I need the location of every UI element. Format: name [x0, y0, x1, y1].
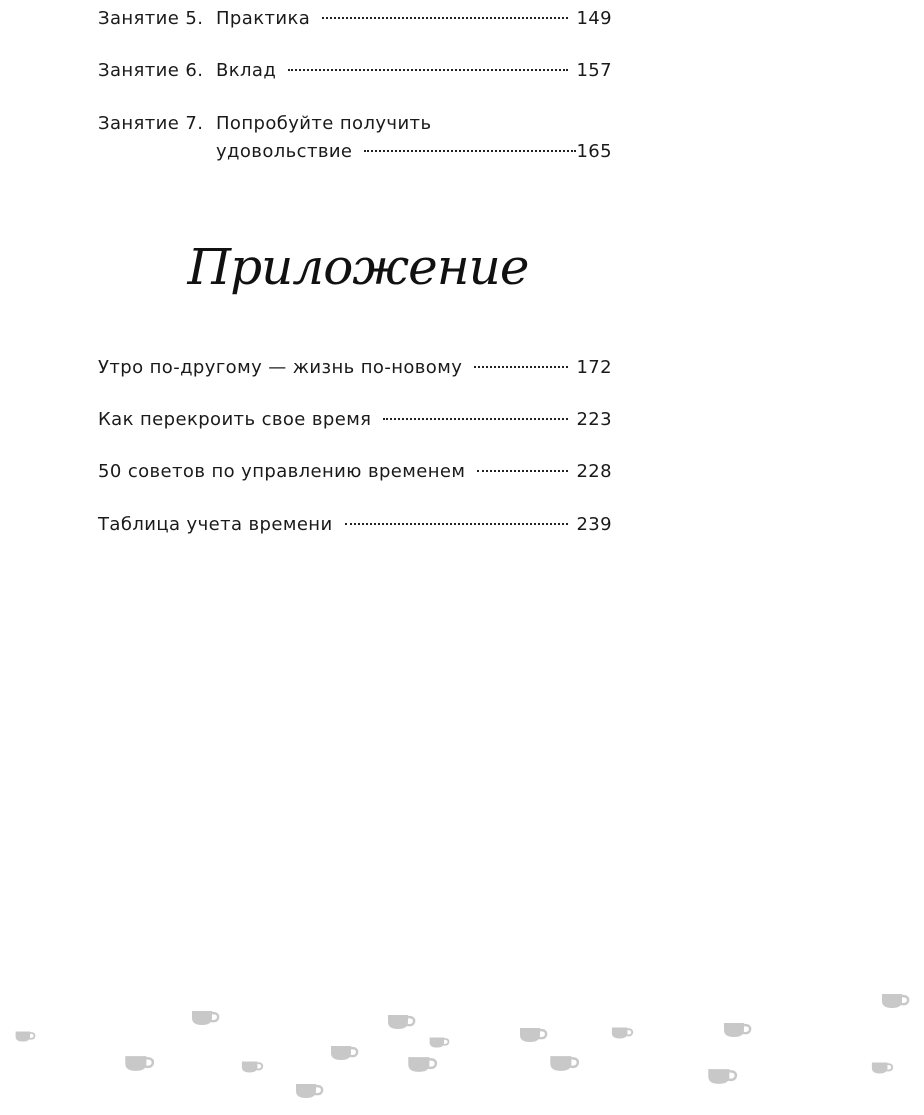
- page-number: 157: [576, 60, 612, 81]
- toc-entry-appendix: [98, 511, 612, 539]
- lesson-title: Вклад: [216, 60, 277, 81]
- coffee-cup-icon: [14, 1028, 36, 1047]
- appendix-item-title: 50 советов по управлению временем: [98, 461, 466, 482]
- coffee-cup-icon: [428, 1034, 450, 1053]
- page-number: 172: [576, 357, 612, 378]
- coffee-cup-icon: [870, 1060, 894, 1079]
- toc-entry-lesson-6: [98, 57, 612, 85]
- toc-entry-lesson-7: [98, 110, 612, 166]
- coffee-cup-icon: [548, 1054, 580, 1077]
- page-number: 223: [576, 409, 612, 430]
- page-number: 228: [576, 461, 612, 482]
- toc-entry-lesson-5: [98, 5, 612, 33]
- page-number: 165: [576, 141, 612, 162]
- dot-leader: [322, 17, 568, 19]
- lesson-label: Занятие 5.: [98, 8, 204, 29]
- dot-leader: [288, 69, 568, 71]
- dot-leader: [345, 523, 569, 525]
- appendix-item-title: Утро по-другому — жизнь по-новому: [98, 357, 463, 378]
- coffee-cup-icon: [880, 992, 910, 1014]
- coffee-cup-icon: [610, 1025, 634, 1044]
- coffee-cup-icon: [722, 1021, 752, 1043]
- lesson-title-line1: Попробуйте получить: [216, 113, 432, 134]
- coffee-cup-icon: [294, 1082, 324, 1104]
- coffee-cup-icon: [190, 1009, 220, 1031]
- coffee-cup-icon: [329, 1044, 359, 1066]
- dot-leader: [364, 150, 576, 152]
- lesson-label: Занятие 6.: [98, 60, 204, 81]
- appendix-item-title: Таблица учета времени: [98, 514, 333, 535]
- page-number: 239: [576, 514, 612, 535]
- dot-leader: [474, 366, 568, 368]
- page-number: 149: [576, 8, 612, 29]
- toc-entry-appendix: [98, 406, 612, 434]
- lesson-label: Занятие 7.: [98, 113, 204, 134]
- dot-leader: [477, 470, 568, 472]
- coffee-cup-icon: [518, 1026, 548, 1048]
- coffee-cup-icon: [123, 1054, 155, 1077]
- lesson-title-line2: удовольствие: [216, 141, 353, 162]
- toc-entry-appendix: [98, 354, 612, 382]
- coffee-cup-icon: [706, 1067, 738, 1090]
- lesson-title: Практика: [216, 8, 311, 29]
- appendix-item-title: Как перекроить свое время: [98, 409, 372, 430]
- toc-entry-appendix: [98, 458, 612, 486]
- appendix-heading: Приложение: [187, 238, 529, 296]
- coffee-cup-icon: [240, 1059, 264, 1078]
- coffee-cup-icon: [406, 1055, 438, 1078]
- dot-leader: [383, 418, 568, 420]
- coffee-cup-icon: [386, 1013, 416, 1035]
